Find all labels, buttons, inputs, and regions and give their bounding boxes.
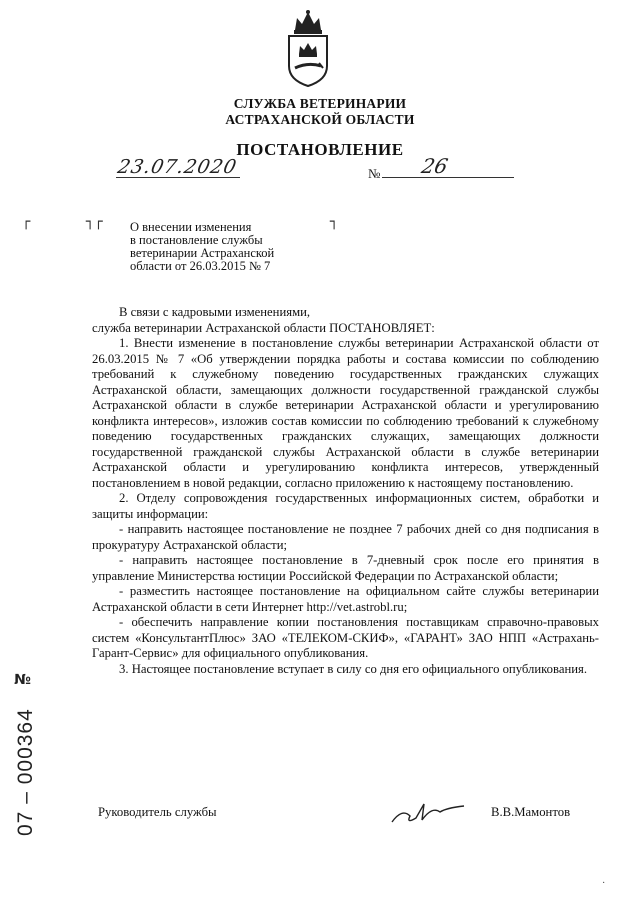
document-body [92,305,599,677]
document-date: 23.07.2020 [115,156,240,178]
margin-mark: № [14,672,31,688]
body-paragraph: - направить настоящее постановление не позднее 7 рабочих дней со дня подписания в прокуратуру Астраханской области; [92,522,599,552]
organization-name-line2: АСТРАХАНСКОЙ ОБЛАСТИ [225,112,415,127]
number-label: № [368,166,381,181]
date-underline [116,177,240,178]
document-number: 26 [419,154,451,178]
bracket-corner-left: ┌ [22,214,31,230]
organization-name-line1: СЛУЖБА ВЕТЕРИНАРИИ [233,96,407,111]
document-type-title: ПОСТАНОВЛЕНИЕ [236,140,404,159]
body-paragraph: - разместить настоящее постановление на официальном сайте службы ветеринарии Астраханской области в сети Интернет http://vet.astrobl.ru; [92,584,599,614]
body-paragraph: 1. Внести изменение в постановление службы ветеринарии Астраханской области от 26.03.2015 № 7 «Об утверждении порядка работы и состава комиссии по соблюдению требований к служебному поведению государственных гражданских служащих Астраханской области, замещающих должности государственной гражданской службы Астраханской области в службе ветеринарии Астраханской области и урегулированию конфликта интересов», изложив состав комиссии по соблюдению требований к служебному поведению государственных гражданских служащих, замещающих должности государственной гражданской службы Астраханской области в службе ветеринарии Астраханской области и урегулированию конфликта интересов, утвержденный постановлением в новой редакции, согласно приложению к настоящему постановлению. [92,336,599,490]
document-subject [130,221,340,273]
body-paragraph: - направить настоящее постановление в 7-дневный срок после его принятия в управление Министерства юстиции Российской Федерации по Астраханской области; [92,553,599,583]
body-paragraph: 3. Настоящее постановление вступает в силу со дня его официального опубликования. [119,661,588,676]
subject-line: О внесении изменения [130,220,252,234]
bracket-corner-mid-left: ┐┌ [86,214,103,230]
body-paragraph: - обеспечить направление копии постановления поставщикам справочно-правовых систем «КонсультантПлюс» ЗАО «ТЕЛЕКОМ-СКИФ», «ГАРАНТ» ЗАО НПП «Астрахань-Гарант-Сервис» для официального опубликования. [92,615,599,660]
signatory-position: Руководитель службы [98,805,217,819]
coat-of-arms-emblem [281,8,335,90]
footer-mark: · [602,878,606,889]
body-paragraph: В связи с кадровыми изменениями, [119,305,311,319]
handwritten-signature [388,796,468,830]
number-underline [382,177,514,178]
subject-line: ветеринарии Астраханской [130,246,275,260]
subject-line: области от 26.03.2015 № 7 [130,259,271,273]
signatory-name: В.В.Мамонтов [491,805,571,819]
subject-line: в постановление службы [130,233,263,247]
registration-number-stamp [10,688,40,838]
registration-number-text: 07 – 000364 [14,708,37,836]
body-paragraph: 2. Отделу сопровождения государственных информационных систем, обработки и защиты информации: [92,491,599,521]
bracket-corner-right: ┐ [330,214,339,230]
body-paragraph: служба ветеринарии Астраханской области ПОСТАНОВЛЯЕТ: [92,320,435,335]
